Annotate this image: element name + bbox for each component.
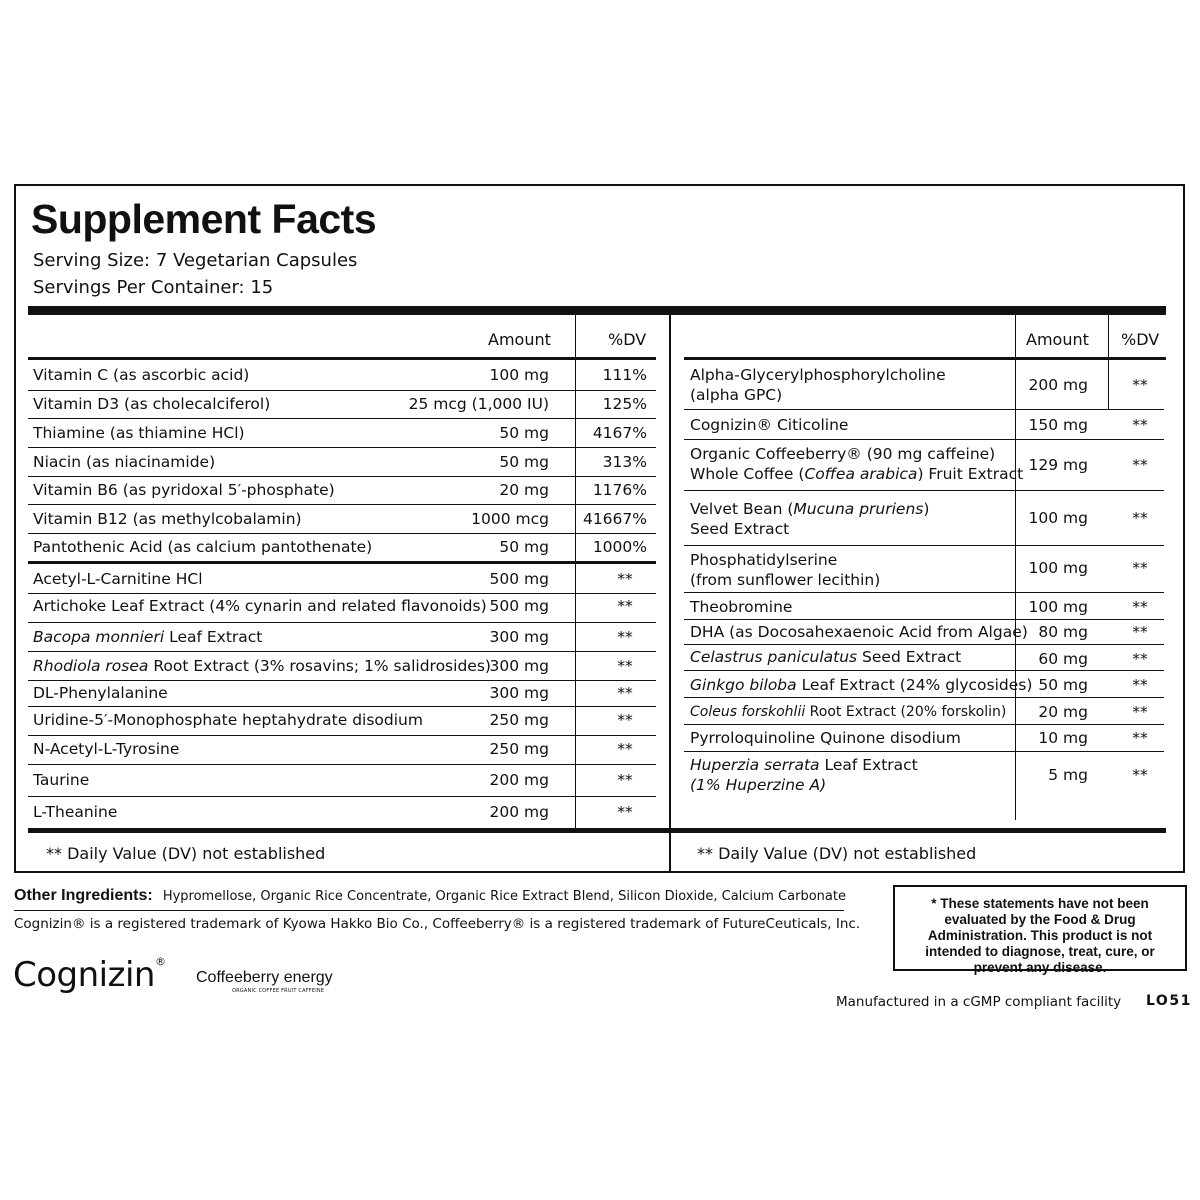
ingredient-dv: ** xyxy=(1132,676,1148,694)
right-dv-column-line xyxy=(1108,315,1109,409)
ingredient-name-line2: Seed Extract xyxy=(690,520,790,538)
ingredient-name-part: Leaf Extract (24% glycosides) xyxy=(796,676,1033,694)
ingredient-dv: ** xyxy=(617,803,633,821)
ingredient-dv: ** xyxy=(617,657,633,675)
ingredient-name xyxy=(33,628,262,647)
ingredient-dv: ** xyxy=(1132,650,1148,668)
ingredient-amount: 250 mg xyxy=(489,740,549,758)
ingredient-name xyxy=(690,676,1032,695)
row-rule xyxy=(28,622,656,623)
ingredient-amount: 300 mg xyxy=(489,684,549,702)
nutrient-amount: 50 mg xyxy=(499,453,549,471)
ingredient-name: Uridine-5′-Monophosphate heptahydrate disodium xyxy=(33,711,423,729)
row-rule xyxy=(28,476,656,477)
ingredient-dv: ** xyxy=(1132,456,1148,474)
ingredient-amount: 20 mg xyxy=(1038,703,1088,721)
ingredient-name-italic: Bacopa monnieri xyxy=(33,628,165,646)
ingredient-dv: ** xyxy=(1132,376,1148,394)
ingredient-name: DL-Phenylalanine xyxy=(33,684,168,702)
nutrient-dv: 4167% xyxy=(592,424,647,442)
ingredient-amount: 300 mg xyxy=(489,657,549,675)
row-rule xyxy=(28,735,656,736)
row-rule xyxy=(28,651,656,652)
ingredient-name xyxy=(690,756,918,775)
row-rule xyxy=(684,545,1164,546)
coffeeberry-logo-subtitle: ORGANIC COFFEE FRUIT CAFFEINE xyxy=(232,988,325,994)
ingredient-name-italic: Coffea arabica xyxy=(804,465,918,483)
nutrient-name: Pantothenic Acid (as calcium pantothenate) xyxy=(33,538,373,556)
manufactured-note: Manufactured in a cGMP compliant facility xyxy=(836,994,1122,1010)
nutrient-name: Vitamin D3 (as cholecalciferol) xyxy=(33,395,271,413)
ingredient-amount: 80 mg xyxy=(1038,623,1088,641)
row-rule xyxy=(684,409,1164,410)
ingredient-amount: 129 mg xyxy=(1028,456,1088,474)
row-rule xyxy=(684,697,1164,698)
ingredient-amount: 60 mg xyxy=(1038,650,1088,668)
ingredient-name: L-Theanine xyxy=(33,803,118,821)
ingredient-name: Taurine xyxy=(33,771,90,789)
ingredient-dv: ** xyxy=(1132,729,1148,747)
row-rule xyxy=(684,724,1164,725)
ingredient-dv: ** xyxy=(1132,509,1148,527)
left-header-rule xyxy=(28,357,656,360)
ingredient-amount: 100 mg xyxy=(1028,598,1088,616)
other-ingredients-label: Other Ingredients: xyxy=(14,887,153,904)
ingredient-name-line2: (1% Huperzine A) xyxy=(690,776,827,794)
ingredient-dv: ** xyxy=(1132,598,1148,616)
row-rule xyxy=(28,706,656,707)
vitamin-section-rule xyxy=(28,561,656,564)
nutrient-name: Vitamin B6 (as pyridoxal 5′-phosphate) xyxy=(33,481,335,499)
nutrient-dv: 1176% xyxy=(592,481,647,499)
ingredient-dv: ** xyxy=(617,684,633,702)
right-dv-footnote: ** Daily Value (DV) not established xyxy=(697,844,977,863)
serving-size: Serving Size: 7 Vegetarian Capsules xyxy=(33,250,358,271)
right-header-rule xyxy=(684,357,1166,360)
ingredient-name: Artichoke Leaf Extract (4% cynarin and related flavonoids) xyxy=(33,597,487,615)
row-rule xyxy=(684,644,1164,645)
ingredient-name: Acetyl-L-Carnitine HCl xyxy=(33,570,203,588)
nutrient-amount: 50 mg xyxy=(499,424,549,442)
ingredient-amount: 250 mg xyxy=(489,711,549,729)
ingredient-name-italic: Mucuna pruriens xyxy=(793,500,924,518)
ingredient-name xyxy=(33,657,491,676)
ingredient-amount: 100 mg xyxy=(1028,509,1088,527)
left-dv-header: %DV xyxy=(608,330,647,349)
other-ingredients xyxy=(14,887,846,905)
ingredient-amount: 5 mg xyxy=(1048,766,1088,784)
ingredient-name-line2: (alpha GPC) xyxy=(690,386,783,404)
ingredient-name: Theobromine xyxy=(690,598,793,616)
nutrient-amount: 100 mg xyxy=(489,366,549,384)
ingredient-name: Pyrroloquinoline Quinone disodium xyxy=(690,729,961,747)
ingredient-amount: 200 mg xyxy=(489,803,549,821)
nutrient-dv: 41667% xyxy=(582,510,647,528)
nutrient-name: Vitamin B12 (as methylcobalamin) xyxy=(33,510,302,528)
ingredient-dv: ** xyxy=(1132,623,1148,641)
ingredient-name-part: Whole Coffee ( xyxy=(690,465,805,483)
nutrient-name: Thiamine (as thiamine HCl) xyxy=(33,424,245,442)
nutrient-amount: 50 mg xyxy=(499,538,549,556)
servings-per-container: Servings Per Container: 15 xyxy=(33,277,274,298)
ingredient-name xyxy=(690,703,1006,722)
row-rule xyxy=(684,670,1164,671)
row-rule xyxy=(684,490,1164,491)
ingredient-amount: 100 mg xyxy=(1028,559,1088,577)
fda-disclaimer: * These statements have not been evaluated by the Food & Drug Administration. This product is not intended to diagnose, treat, cure, or prevent any disease. xyxy=(893,885,1187,971)
row-rule xyxy=(28,390,656,391)
ingredient-name: N-Acetyl-L-Tyrosine xyxy=(33,740,180,758)
ingredient-amount: 500 mg xyxy=(489,570,549,588)
ingredient-name: Cognizin® Citicoline xyxy=(690,416,849,434)
ingredient-name-rest: Root Extract (3% rosavins; 1% salidrosides) xyxy=(148,657,491,675)
ingredient-name: Alpha-Glycerylphosphorylcholine xyxy=(690,366,946,384)
ingredient-amount: 200 mg xyxy=(489,771,549,789)
ingredient-name xyxy=(690,648,961,667)
row-rule xyxy=(28,593,656,594)
ingredient-name-part: Velvet Bean ( xyxy=(690,500,794,518)
ingredient-dv: ** xyxy=(617,597,633,615)
nutrient-dv: 125% xyxy=(602,395,647,413)
ingredient-name-italic: Ginkgo biloba xyxy=(690,676,797,694)
nutrient-dv: 111% xyxy=(602,366,647,384)
other-ingredients-list: Hypromellose, Organic Rice Concentrate, Organic Rice Extract Blend, Silicon Dioxide, Calcium Carbonate xyxy=(162,889,846,904)
row-rule xyxy=(684,751,1164,752)
bottom-thick-bar xyxy=(28,828,1166,833)
ingredient-amount: 50 mg xyxy=(1038,676,1088,694)
row-rule xyxy=(28,533,656,534)
ingredient-amount: 200 mg xyxy=(1028,376,1088,394)
ingredient-name-part: ) xyxy=(923,500,930,518)
ingredients-rule xyxy=(14,910,844,911)
ingredient-name: Organic Coffeeberry® (90 mg caffeine) xyxy=(690,445,996,463)
ingredient-name-italic: Rhodiola rosea xyxy=(33,657,149,675)
nutrient-name: Niacin (as niacinamide) xyxy=(33,453,216,471)
ingredient-amount: 300 mg xyxy=(489,628,549,646)
nutrient-amount: 25 mcg (1,000 IU) xyxy=(408,395,549,413)
panel-title: Supplement Facts xyxy=(31,196,377,242)
row-rule xyxy=(28,796,656,797)
ingredient-name-line2 xyxy=(690,465,1023,484)
nutrient-dv: 1000% xyxy=(592,538,647,556)
ingredient-name-part: Root Extract (20% forskolin) xyxy=(805,704,1007,720)
ingredient-name-part: Leaf Extract xyxy=(819,756,918,774)
ingredient-name-part: ) Fruit Extract xyxy=(917,465,1024,483)
ingredient-name: Phosphatidylserine xyxy=(690,551,838,569)
ingredient-name-italic: Huperzia serrata xyxy=(690,756,820,774)
ingredient-dv: ** xyxy=(617,628,633,646)
row-rule xyxy=(684,439,1164,440)
ingredient-amount: 500 mg xyxy=(489,597,549,615)
coffeeberry-logo: Coffeeberry energy xyxy=(196,969,333,986)
ingredient-dv: ** xyxy=(1132,559,1148,577)
row-rule xyxy=(28,418,656,419)
row-rule xyxy=(28,680,656,681)
ingredient-amount: 10 mg xyxy=(1038,729,1088,747)
ingredient-dv: ** xyxy=(1132,766,1148,784)
ingredient-name-italic: Coleus forskohlii xyxy=(690,704,806,720)
cognizin-logo xyxy=(13,955,165,995)
cognizin-logo-text: Cognizin xyxy=(13,955,155,995)
ingredient-name-line2: (from sunflower lecithin) xyxy=(690,571,881,589)
ingredient-name xyxy=(690,500,929,519)
row-rule xyxy=(28,764,656,765)
row-rule xyxy=(684,619,1164,620)
left-dv-footnote: ** Daily Value (DV) not established xyxy=(46,844,326,863)
ingredient-dv: ** xyxy=(1132,416,1148,434)
left-dv-column-line xyxy=(575,315,576,828)
cognizin-logo-tm: ® xyxy=(154,955,166,968)
top-thick-bar xyxy=(28,306,1166,315)
ingredient-dv: ** xyxy=(617,771,633,789)
left-amount-header: Amount xyxy=(488,330,551,349)
nutrient-name: Vitamin C (as ascorbic acid) xyxy=(33,366,250,384)
ingredient-dv: ** xyxy=(617,570,633,588)
right-dv-header: %DV xyxy=(1121,330,1160,349)
ingredient-dv: ** xyxy=(617,740,633,758)
row-rule xyxy=(28,447,656,448)
ingredient-name-part: Seed Extract xyxy=(857,648,962,666)
row-rule xyxy=(28,504,656,505)
ingredient-dv: ** xyxy=(617,711,633,729)
ingredient-name: DHA (as Docosahexaenoic Acid from Algae) xyxy=(690,623,1028,641)
ingredient-name-italic: Celastrus paniculatus xyxy=(690,648,858,666)
right-amount-header: Amount xyxy=(1026,330,1089,349)
row-rule xyxy=(684,592,1164,593)
lot-code: LO51 xyxy=(1146,993,1192,1009)
nutrient-dv: 313% xyxy=(602,453,647,471)
nutrient-amount: 1000 mcg xyxy=(471,510,549,528)
ingredient-amount: 150 mg xyxy=(1028,416,1088,434)
ingredient-name-rest: Leaf Extract xyxy=(164,628,263,646)
trademark-note: Cognizin® is a registered trademark of Kyowa Hakko Bio Co., Coffeeberry® is a registered trademark of FutureCeuticals, Inc. xyxy=(14,916,861,932)
ingredient-dv: ** xyxy=(1132,703,1148,721)
nutrient-amount: 20 mg xyxy=(499,481,549,499)
